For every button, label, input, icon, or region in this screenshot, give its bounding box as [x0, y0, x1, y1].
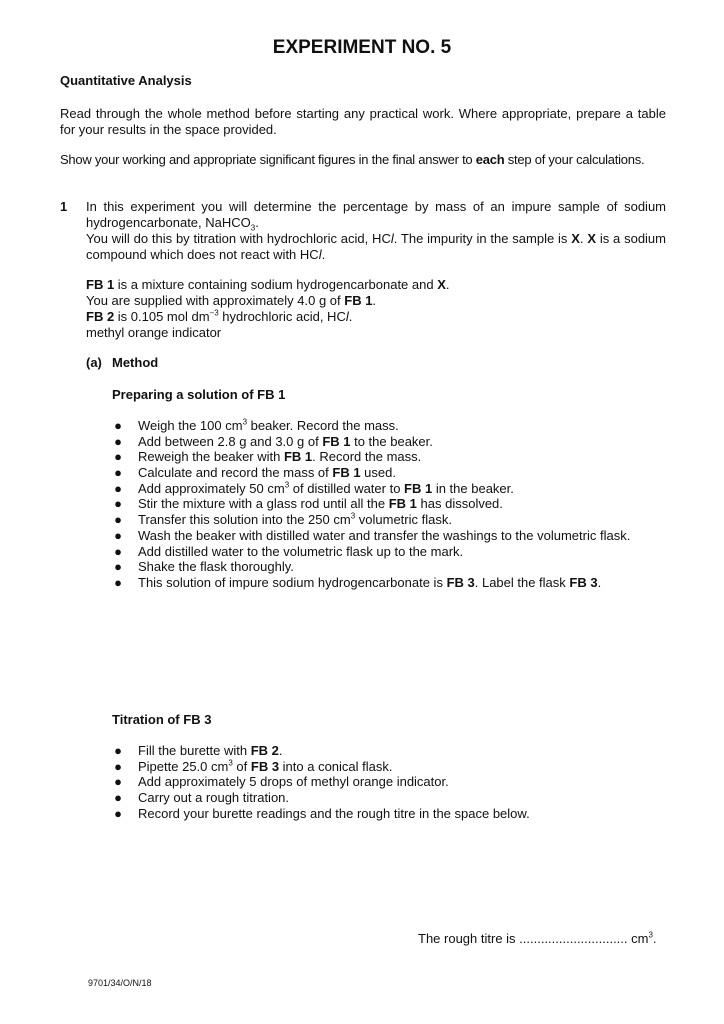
list-item: ● Add distilled water to the volumetric flask up to the mark. [114, 543, 464, 559]
list-item: ● Carry out a rough titration. [114, 790, 290, 806]
preparation-title: Preparing a solution of FB 1 [112, 387, 286, 402]
list-item: ● Shake the flask thoroughly. [114, 559, 294, 575]
question-number: 1 [60, 199, 68, 214]
list-item: ● Add approximately 5 drops of methyl orange indicator. [114, 774, 449, 790]
section-heading: Quantitative Analysis [60, 73, 192, 88]
titration-title: Titration of FB 3 [112, 712, 212, 727]
list-item: ● Add approximately 50 $cm^3$ of distilled water to FB 1 in the beaker. [114, 480, 514, 496]
list-item: ● This solution of impure sodium hydrogencarbonate is FB 3. Label the flask FB 3. [114, 574, 602, 590]
working-instruction: Show your working and appropriate significant figures in the final answer to each step of your calculations. [60, 152, 645, 167]
materials-list [86, 277, 666, 341]
list-item: ● Pipette 25.0 $cm^3$ of FB 3 into a conical flask. [114, 758, 393, 774]
page-title: EXPERIMENT NO. 5 [272, 37, 452, 58]
list-item: ● Reweigh the beaker with FB 1. Record the mass. [114, 449, 422, 465]
material-indicator: methyl orange indicator [86, 325, 222, 340]
material-supply: You are supplied with approximately 4.0 g of FB 1. [86, 293, 377, 308]
preparation-steps [112, 418, 672, 591]
list-item: ● Weigh the 100 $cm^3$ beaker. Record the mass. [114, 417, 399, 433]
material-fb2: FB 2 is 0.105 mol $dm^{-3}$ hydrochloric acid, HCl. [86, 308, 353, 324]
list-item: ● Transfer this solution into the 250 $cm^3$ volumetric flask. [114, 511, 452, 528]
material-fb1: FB 1 is a mixture containing sodium hydrogencarbonate and X. [86, 277, 450, 292]
list-item: ● Fill the burette with FB 2. [114, 743, 283, 758]
list-item: ● Stir the mixture with a glass rod until all the FB 1 has dissolved. [114, 496, 503, 512]
question-intro: In this experiment you will determine the percentage by mass of an impure sample of sodium hydrogencarbonate, NaHCO$_3$. [86, 199, 666, 233]
list-item: ● Calculate and record the mass of FB 1 used. [114, 465, 396, 481]
part-a-title: Method [112, 355, 159, 370]
intro-paragraph: Read through the whole method before starting any practical work. Where appropriate, prepare a table for your results in the space provided. [60, 106, 666, 137]
titration-steps [112, 743, 672, 821]
page-footer-code: 9701/34/O/N/18 [88, 978, 152, 988]
list-item: ● Wash the beaker with distilled water and transfer the washings to the volumetric flask. [114, 527, 631, 543]
question-method-sentence: You will do this by titration with hydrochloric acid, HCl. The impurity in the sample is X. X is a sodium compound which does not react with HCl. [86, 231, 666, 262]
rough-titre-answer-line: The rough titre is .............................. $cm^3$. [418, 930, 657, 946]
part-a-label: (a) [86, 355, 102, 370]
list-item: ● Add between 2.8 g and 3.0 g of FB 1 to the beaker. [114, 433, 433, 449]
list-item: ● Record your burette readings and the rough titre in the space below. [114, 805, 530, 821]
